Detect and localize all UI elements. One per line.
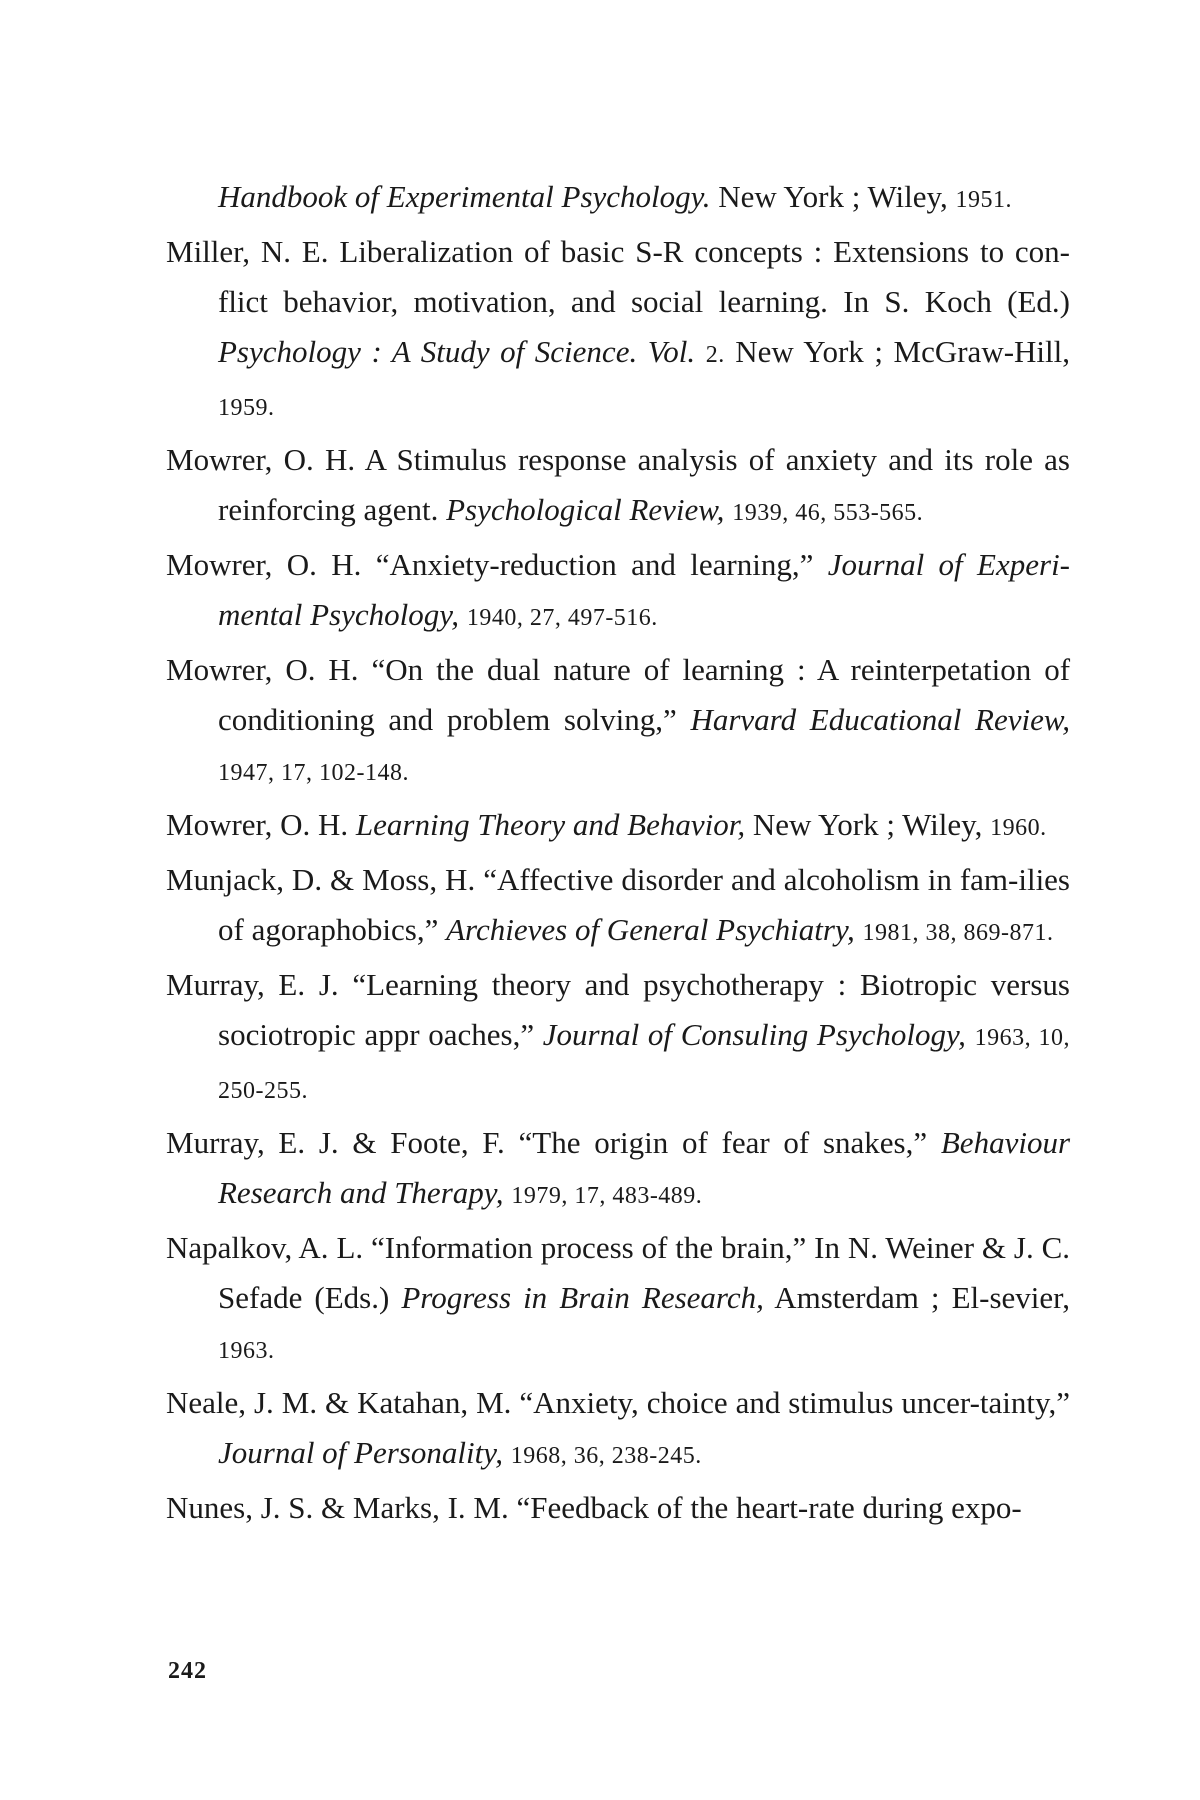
reference-source: Archieves of General Psychiatry,: [446, 912, 855, 947]
reference-volume: 2.: [705, 342, 725, 368]
reference-author: Nunes, J. S. & Marks, I. M.: [166, 1490, 509, 1525]
reference-source: Psychology : A Study of Science. Vol.: [218, 334, 696, 369]
reference-source: Journal of Experi-mental Psychology,: [218, 547, 1070, 632]
reference-year-info: 1939, 46, 553-565.: [732, 500, 924, 526]
reference-text: Liberalization of basic S-R concepts : Extensions to con-flict behavior, motivation, and social learning. In S. Koch (Ed.): [218, 234, 1070, 319]
reference-source: Journal of Personality,: [218, 1435, 504, 1470]
reference-entry: [166, 1223, 1070, 1376]
reference-year-info: 1981, 38, 869-871.: [862, 920, 1054, 946]
reference-entry: [166, 227, 1070, 433]
reference-entry: [166, 172, 1070, 225]
page-number: 242: [168, 1658, 207, 1684]
reference-year-info: 1940, 27, 497-516.: [466, 605, 658, 631]
reference-source: Psychological Review,: [446, 492, 725, 527]
reference-entry: [166, 1378, 1070, 1481]
reference-source: Harvard Educational Review,: [690, 702, 1070, 737]
reference-tail: New York ; McGraw-Hill,: [735, 334, 1071, 369]
reference-year-info: 1960.: [990, 815, 1047, 841]
reference-source: Behaviour Research and Therapy,: [218, 1125, 1071, 1210]
reference-author: Mowrer, O. H.: [166, 547, 362, 582]
reference-text: “Feedback of the heart-rate during expo-: [516, 1490, 1022, 1525]
reference-author: Mowrer, O. H.: [166, 442, 356, 477]
reference-year-info: 1979, 17, 483-489.: [511, 1183, 703, 1209]
reference-source: Handbook of Experimental Psychology.: [218, 179, 711, 214]
reference-year-info: 1963.: [218, 1338, 275, 1364]
reference-entry: [166, 540, 1070, 643]
reference-author: Miller, N. E.: [166, 234, 329, 269]
reference-author: Murray, E. J. & Foote, F.: [166, 1125, 505, 1160]
reference-year-info: 1951.: [955, 187, 1012, 213]
reference-text: “Affective disorder and alcoholism in fam-ilies of agoraphobics,”: [218, 862, 1070, 947]
reference-year-info: 1963, 10, 250-255.: [218, 1025, 1071, 1104]
reference-tail: New York ; Wiley,: [752, 807, 983, 842]
reference-author: Neale, J. M. & Katahan, M.: [166, 1385, 512, 1420]
reference-author: Munjack, D. & Moss, H.: [166, 862, 476, 897]
reference-author: Mowrer, O. H.: [166, 807, 349, 842]
reference-entry: [166, 960, 1070, 1116]
reference-source: Learning Theory and Behavior,: [355, 807, 746, 842]
reference-entry: [166, 855, 1070, 958]
reference-author: Murray, E. J.: [166, 967, 339, 1002]
reference-text: “On the dual nature of learning : A reinterpetation of conditioning and problem solving,”: [218, 652, 1071, 737]
reference-entry: [166, 435, 1070, 538]
reference-text: “Anxiety, choice and stimulus uncer-tainty,”: [519, 1385, 1070, 1420]
reference-source: Journal of Consuling Psychology,: [542, 1017, 966, 1052]
reference-year-info: 1968, 36, 238-245.: [510, 1443, 702, 1469]
reference-text: A Stimulus response analysis of anxiety and its role as reinforcing agent.: [218, 442, 1070, 527]
reference-year-info: 1947, 17, 102-148.: [218, 760, 409, 786]
reference-entry: [166, 1118, 1070, 1221]
reference-entry: [166, 1483, 1070, 1533]
reference-author: Napalkov, A. L.: [166, 1230, 364, 1265]
reference-text: “The origin of fear of snakes,”: [518, 1125, 928, 1160]
reference-tail: New York ; Wiley,: [718, 179, 948, 214]
reference-author: Mowrer, O. H.: [166, 652, 359, 687]
reference-list: [166, 172, 1070, 1535]
reference-text: “Anxiety-reduction and learning,”: [375, 547, 814, 582]
reference-tail: Amsterdam ; El-sevier,: [774, 1280, 1070, 1315]
reference-text: “Information process of the brain,” In N. Weiner & J. C. Sefade (Eds.): [218, 1230, 1071, 1315]
reference-source: Progress in Brain Research,: [401, 1280, 764, 1315]
reference-entry: [166, 645, 1070, 798]
reference-entry: [166, 800, 1070, 853]
reference-year-info: 1959.: [218, 395, 275, 421]
reference-text: “Learning theory and psychotherapy : Biotropic versus sociotropic appr oaches,”: [218, 967, 1070, 1052]
